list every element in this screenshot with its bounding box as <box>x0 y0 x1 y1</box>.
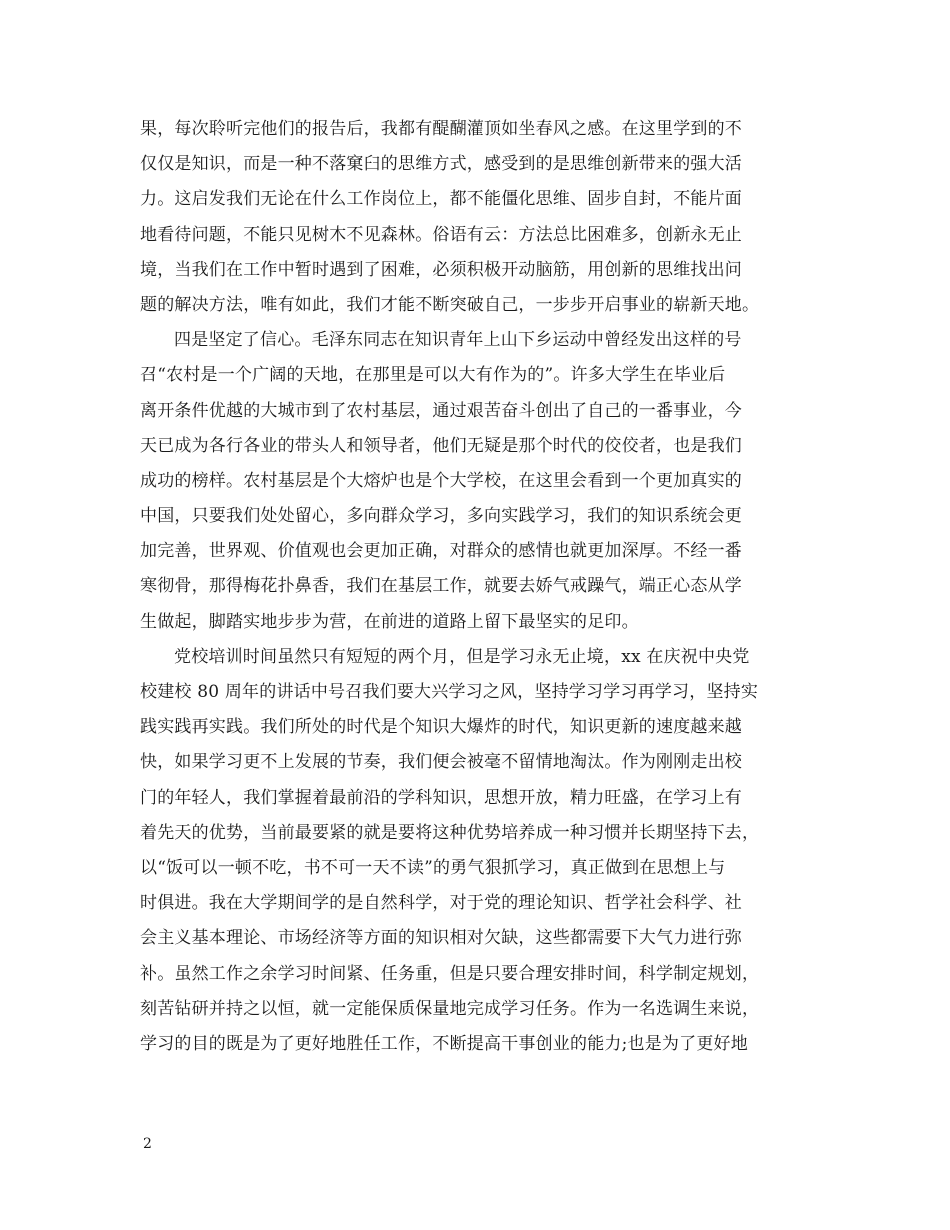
text-line: 以“饭可以一顿不吃，书不可一天不读”的勇气狠抓学习，真正做到在思想上与 <box>140 857 726 878</box>
text-line: 寒彻骨，那得梅花扑鼻香，我们在基层工作，就要去娇气戒躁气，端正心态从学 <box>140 576 742 597</box>
text-line: 天已成为各行各业的带头人和领导者，他们无疑是那个时代的佼佼者，也是我们 <box>140 435 742 456</box>
text-line: 会主义基本理论、市场经济等方面的知识相对欠缺，这些都需要下大气力进行弥 <box>140 928 742 949</box>
text-line: 中国，只要我们处处留心，多向群众学习，多向实践学习，我们的知识系统会更 <box>140 506 742 527</box>
text-line: 地看待问题，不能只见树木不见森林。俗语有云：方法总比困难多，创新永无止 <box>140 224 742 245</box>
text-line: 仅仅是知识，而是一种不落窠臼的思维方式，感受到的是思维创新带来的强大活 <box>140 154 742 175</box>
text-line: 离开条件优越的大城市到了农村基层，通过艰苦奋斗创出了自己的一番事业，今 <box>140 400 742 421</box>
text-line: 力。这启发我们无论在什么工作岗位上，都不能僵化思维、固步自封，不能片面 <box>140 189 742 210</box>
text-line: 召“农村是一个广阔的天地，在那里是可以大有作为的”。许多大学生在毕业后 <box>140 365 726 386</box>
text-line: 加完善，世界观、价值观也会更加正确，对群众的感情也就更加深厚。不经一番 <box>140 541 742 562</box>
text-line: 学习的目的既是为了更好地胜任工作，不断提高干事创业的能力;也是为了更好地 <box>140 1033 748 1054</box>
text-line: 境，当我们在工作中暂时遇到了困难，必须积极开动脑筋，用创新的思维找出问 <box>140 259 742 280</box>
text-line: 快，如果学习更不上发展的节奏，我们便会被毫不留情地淘汰。作为刚刚走出校 <box>140 752 742 773</box>
text-line: 着先天的优势，当前最要紧的就是要将这种优势培养成一种习惯并长期坚持下去， <box>140 822 760 843</box>
document-body <box>140 112 810 1062</box>
page-number: 2 <box>143 1136 152 1152</box>
text-line: 成功的榜样。农村基层是个大熔炉也是个大学校，在这里会看到一个更加真实的 <box>140 470 742 491</box>
paragraph-first-line: 四是坚定了信心。毛泽东同志在知识青年上山下乡运动中曾经发出这样的号 <box>174 330 742 351</box>
text-line: 刻苦钻研并持之以恒，就一定能保质保量地完成学习任务。作为一名选调生来说， <box>140 998 760 1019</box>
text-line: 果，每次聆听完他们的报告后，我都有醍醐灌顶如坐春风之感。在这里学到的不 <box>140 119 742 139</box>
text-line: 生做起，脚踏实地步步为营，在前进的道路上留下最坚实的足印。 <box>140 611 639 632</box>
text-line: 时俱进。我在大学期间学的是自然科学，对于党的理论知识、哲学社会科学、社 <box>140 893 742 914</box>
text-line: 门的年轻人，我们掌握着最前沿的学科知识，思想开放，精力旺盛，在学习上有 <box>140 787 742 808</box>
paragraph-first-line: 党校培训时间虽然只有短短的两个月，但是学习永无止境，xx 在庆祝中央党 <box>174 646 750 667</box>
text-line: 校建校 80 周年的讲话中号召我们要大兴学习之风，坚持学习学习再学习，坚持实 <box>140 682 759 702</box>
text-line: 题的解决方法，唯有如此，我们才能不断突破自己，一步步开启事业的崭新天地。 <box>140 294 760 315</box>
text-line: 践实践再实践。我们所处的时代是个知识大爆炸的时代，知识更新的速度越来越 <box>140 717 742 738</box>
text-line: 补。虽然工作之余学习时间紧、任务重，但是只要合理安排时间，科学制定规划， <box>140 963 760 984</box>
